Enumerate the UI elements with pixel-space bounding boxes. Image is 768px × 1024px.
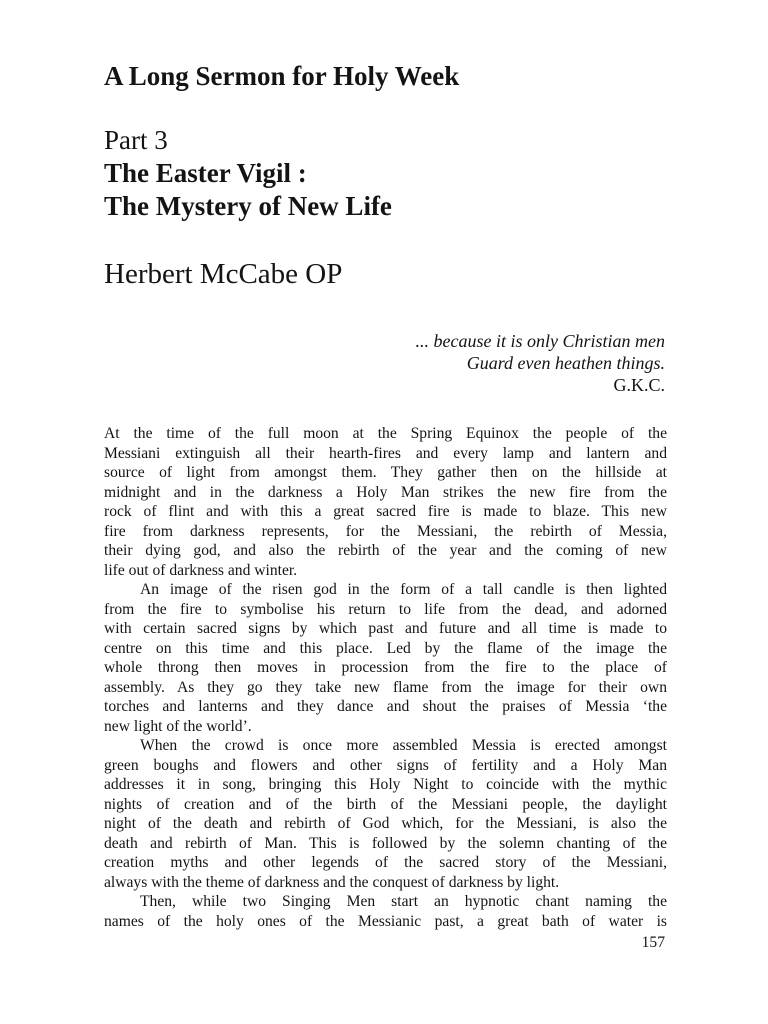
body-line: At the time of the full moon at the Spring Equinox the people of the — [104, 425, 667, 442]
body-line: An image of the risen god in the form of a tall candle is then lighted — [140, 581, 667, 598]
body-line: new light of the world’. — [104, 717, 252, 735]
body-line: creation myths and other legends of the sacred story of the Messiani, — [104, 854, 667, 871]
epigraph-attribution: G.K.C. — [613, 375, 665, 395]
body-line: addresses it in song, bringing this Holy Night to coincide with the mythic — [104, 776, 667, 793]
body-line: their dying god, and also the rebirth of the year and the coming of new — [104, 542, 667, 559]
body-line: whole throng then moves in procession from the fire to the place of — [104, 659, 667, 676]
part-title-line-2: The Mystery of New Life — [104, 191, 392, 221]
body-line: centre on this time and this place. Led by the flame of the image the — [104, 639, 667, 657]
body-line: fire from darkness represents, for the Messiani, the rebirth of Messia, — [104, 522, 667, 540]
body-line: with certain sacred signs by which past and future and all time is made to — [104, 620, 667, 637]
body-line: nights of creation and of the birth of the Messiani people, the daylight — [104, 795, 667, 813]
page-number: 157 — [641, 934, 665, 951]
body-text — [104, 424, 667, 931]
body-line: always with the theme of darkness and the conquest of darkness by light. — [104, 873, 560, 891]
page-title: A Long Sermon for Holy Week — [104, 61, 460, 91]
body-line: death and rebirth of Man. This is followed by the solemn chanting of the — [104, 834, 667, 852]
part-heading — [104, 124, 392, 223]
body-line: assembly. As they go they take new flame from the image for their own — [104, 678, 667, 696]
body-line: source of light from amongst them. They gather then on the hillside at — [104, 464, 667, 481]
part-title-line-1: The Easter Vigil : — [104, 158, 307, 188]
body-line: torches and lanterns and they dance and shout the praises of Messia ‘the — [104, 698, 667, 715]
epigraph — [245, 330, 665, 396]
author-name: Herbert McCabe OP — [104, 258, 343, 290]
epigraph-line-2: Guard even heathen things. — [466, 353, 665, 373]
body-line: rock of flint and with this a great sacred fire is made to blaze. This new — [104, 503, 667, 520]
body-line: Then, while two Singing Men start an hypnotic chant naming the — [140, 893, 667, 910]
body-line: life out of darkness and winter. — [104, 561, 298, 579]
body-line: from the fire to symbolise his return to life from the dead, and adorned — [104, 600, 667, 618]
body-line: names of the holy ones of the Messianic past, a great bath of water is — [104, 912, 667, 930]
part-label: Part 3 — [104, 125, 168, 155]
body-line: Messiani extinguish all their hearth-fires and every lamp and lantern and — [104, 444, 667, 462]
body-line: When the crowd is once more assembled Messia is erected amongst — [140, 737, 667, 754]
body-line: midnight and in the darkness a Holy Man strikes the new fire from the — [104, 483, 667, 501]
body-line: green boughs and flowers and other signs of fertility and a Holy Man — [104, 756, 667, 774]
epigraph-line-1: ... because it is only Christian men — [415, 331, 665, 351]
body-line: night of the death and rebirth of God which, for the Messiani, is also the — [104, 815, 667, 832]
